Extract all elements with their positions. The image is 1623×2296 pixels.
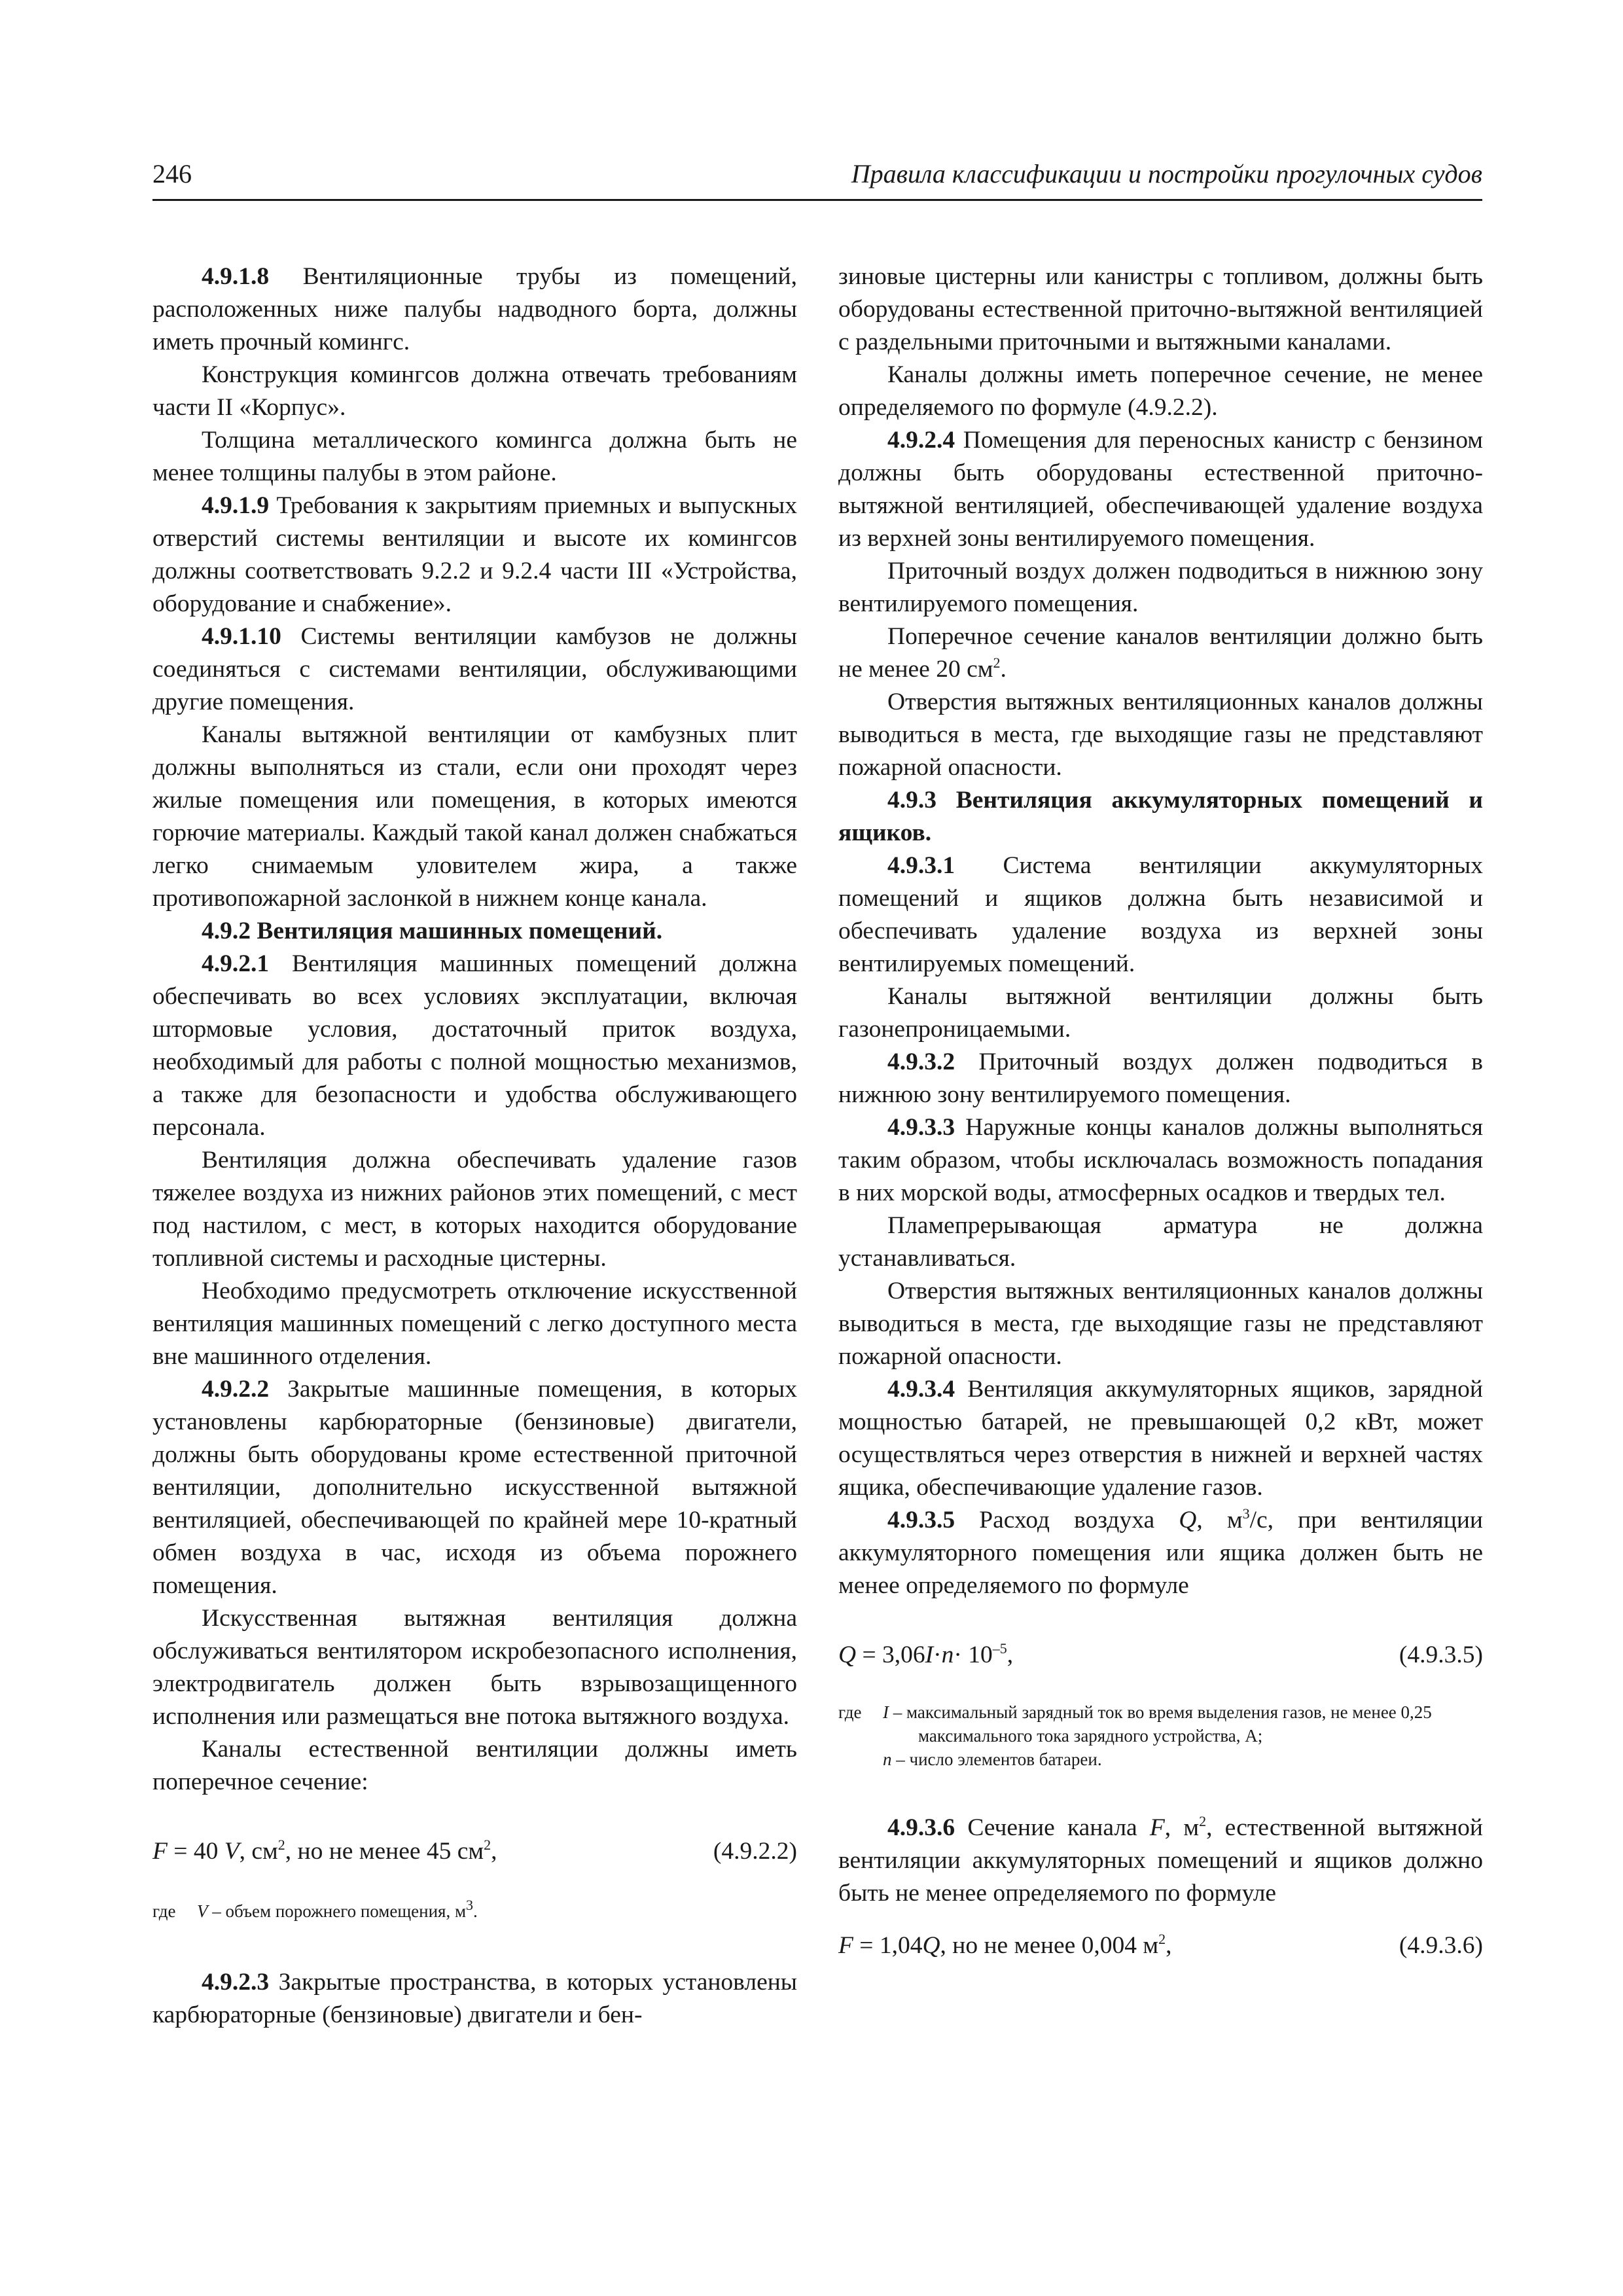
formula-var: Q: [922, 1932, 940, 1959]
page-number: 246: [152, 159, 192, 188]
clause-number: 4.9.3.2: [887, 1049, 955, 1075]
paragraph-text: Поперечное сечение каналов вентиляции должно быть не менее 20 см: [838, 623, 1483, 683]
clause-number: 4.9.3.1: [887, 852, 955, 879]
paragraph-text: Требования к закрытиям приемных и выпускных отверстий системы вентиляции и высоте их комингсов должны соответствовать 9.2.2 и 9.2.4 части III «Устройства, оборудование и снабжение».: [152, 492, 798, 617]
paragraph-text: .: [1000, 656, 1007, 683]
legend-text: .: [473, 1901, 478, 1921]
legend-text: – число элементов батареи.: [891, 1749, 1102, 1769]
clause-number: 4.9.2.2: [202, 1376, 270, 1403]
formula-part: ,: [1007, 1641, 1014, 1668]
paragraph-continuation: зиновые цистерны или канистры с топливом, должны быть оборудованы естественной приточно-вытяжной вентиляцией с раздельными приточными и вытяжными каналами.: [838, 263, 1483, 355]
left-column: [152, 260, 797, 2032]
paragraph-text: Расход воздуха: [979, 1507, 1179, 1534]
section-heading-4-9-2: 4.9.2 Вентиляция машинных помещений.: [202, 918, 663, 944]
clause-number: 4.9.3.3: [887, 1114, 955, 1141]
formula-var: n: [941, 1641, 954, 1668]
paragraph-text: , м: [1164, 1814, 1200, 1841]
paragraph: Отверстия вытяжных вентиляционных каналов должны выводиться в места, где выходящие газы не представляют пожарной опасности.: [838, 689, 1483, 781]
legend-item: [883, 1700, 1483, 1748]
paragraph: Вентиляция должна обеспечивать удаление газов тяжелее воздуха из нижних районов этих помещений, с мест под настилом, с мест, в которых находится оборудование топливной системы и расходные цистерны.: [152, 1147, 797, 1272]
formula-part: ,: [491, 1838, 497, 1865]
formula-part: , но не менее 45 см: [285, 1838, 484, 1865]
formula-var: Q: [1179, 1507, 1197, 1534]
paragraph: Каналы естественной вентиляции должны иметь поперечное сечение:: [152, 1736, 797, 1795]
clause-number: 4.9.1.8: [202, 263, 270, 290]
formula-4-9-3-5: [838, 1639, 1483, 1672]
paragraph: Отверстия вытяжных вентиляционных каналов должны выводиться в места, где выходящие газы не представляют пожарной опасности.: [838, 1278, 1483, 1370]
formula-var: F: [838, 1932, 853, 1959]
superscript: 2: [484, 1836, 491, 1853]
formula-legend: [152, 1899, 797, 1923]
paragraph-text: , естественной вытяжной вентиляции аккумуляторных помещений и ящиков должно быть не менее определяемого по формуле: [838, 1814, 1483, 1907]
paragraph-4-9-1-9: [152, 490, 797, 620]
paragraph-4-9-2-2: [152, 1373, 797, 1602]
formula-part: · 10: [954, 1641, 993, 1668]
superscript: 2: [1158, 1930, 1166, 1947]
paragraph-4-9-1-10: [152, 620, 797, 719]
paragraph-4-9-3-6: [838, 1812, 1483, 1910]
formula-legend: [838, 1700, 1483, 1771]
superscript: 2: [993, 654, 1001, 671]
paragraph-text: Вентиляционные трубы из помещений, расположенных ниже палубы надводного борта, должны иметь прочный комингс.: [152, 263, 798, 355]
clause-number: 4.9.3.6: [887, 1814, 955, 1841]
legend-label: где: [152, 1901, 176, 1921]
paragraph-text: /с, при вентиляции аккумуляторного помещения или ящика должен быть не менее определяемого по формуле: [838, 1507, 1483, 1599]
superscript: –5: [992, 1640, 1007, 1657]
paragraph-4-9-1-8: [152, 260, 797, 359]
formula-var: Q: [838, 1641, 857, 1668]
paragraph: Толщина металлического комингса должна быть не менее толщины палубы в этом районе.: [152, 427, 797, 486]
paragraph: Искусственная вытяжная вентиляция должна обслуживаться вентилятором искробезопасного исполнения, электродвигатель должен быть взрывозащищенного исполнения или размещаться вне потока вытяжного воздуха.: [152, 1605, 797, 1730]
superscript: 3: [466, 1897, 474, 1913]
formula-part: , см: [239, 1838, 278, 1865]
formula-number: (4.9.2.2): [713, 1838, 797, 1865]
paragraph-text: Вентиляция аккумуляторных ящиков, зарядной мощностью батарей, не превышающей 0,2 кВт, может осуществляться через отверстия в нижней и верхней частях ящика, обеспечивающие удаление газов.: [838, 1376, 1483, 1501]
clause-number: 4.9.2.4: [887, 427, 955, 454]
legend-item: [883, 1748, 1483, 1771]
paragraph-text: , м: [1196, 1507, 1243, 1534]
clause-number: 4.9.2.1: [202, 950, 270, 977]
paragraph: Конструкция комингсов должна отвечать требованиям части II «Корпус».: [152, 361, 797, 421]
paragraph-4-9-3-1: [838, 850, 1483, 980]
paragraph-text: Приточный воздух должен подводиться в нижнюю зону вентилируемого помещения.: [838, 1049, 1484, 1108]
formula-var: F: [1149, 1814, 1165, 1841]
paragraph: Каналы вытяжной вентиляции от камбузных плит должны выполняться из стали, если они проходят через жилые помещения или помещения, в которых имеются горючие материалы. Каждый такой канал должен снабжаться легко снимаемым уловителем жира, а также противопожарной заслонкой в нижнем конце канала.: [152, 721, 797, 912]
paragraph-4-9-2-3: [152, 1966, 797, 2032]
superscript: 2: [277, 1836, 285, 1853]
clause-number: 4.9.1.9: [202, 492, 270, 519]
paragraph: Приточный воздух должен подводиться в нижнюю зону вентилируемого помещения.: [838, 558, 1483, 617]
legend-var: n: [883, 1749, 892, 1769]
paragraph-text: Закрытые пространства, в которых установлены карбюраторные (бензиновые) двигатели и бен-: [152, 1969, 797, 2028]
clause-number: 4.9.1.10: [202, 623, 281, 650]
clause-number: 4.9.3.4: [887, 1376, 955, 1403]
paragraph-text: Закрытые машинные помещения, в которых установлены карбюраторные (бензиновые) двигатели, должны быть оборудованы кроме естественной приточной вентиляции, дополнительно искусственной вытяжной вентиляцией, обеспечивающей по крайней мере 10-кратный обмен воздуха в час, исходя из объема порожнего помещения.: [152, 1376, 797, 1599]
formula-part: ·: [933, 1641, 942, 1668]
paragraph-4-9-3-2: [838, 1046, 1483, 1111]
clause-number: 4.9.2.3: [202, 1969, 270, 1996]
header-divider: [152, 199, 1482, 201]
paragraph: Каналы должны иметь поперечное сечение, не менее определяемого по формуле (4.9.2.2).: [838, 361, 1483, 421]
paragraph-text: Сечение канала: [967, 1814, 1150, 1841]
formula-number: (4.9.3.5): [1399, 1641, 1483, 1668]
right-column: [838, 260, 1483, 1962]
superscript: 3: [1242, 1505, 1250, 1522]
formula-var: V: [224, 1838, 240, 1865]
legend-text: – объем порожнего помещения, м: [207, 1901, 467, 1921]
formula-expression: [838, 1639, 1013, 1672]
formula-part: , но не менее 0,004 м: [940, 1932, 1159, 1959]
paragraph: Каналы вытяжной вентиляции должны быть газонепроницаемыми.: [838, 983, 1483, 1043]
formula-expression: [152, 1835, 497, 1868]
paragraph-text: Помещения для переносных канистр с бензином должны быть оборудованы естественной приточно-вытяжной вентиляцией, обеспечивающей удаление воздуха из верхней зоны вентилируемого помещения.: [838, 427, 1484, 552]
formula-part: = 3,06: [856, 1641, 925, 1668]
running-title: Правила классификации и постройки прогулочных судов: [851, 159, 1482, 188]
formula-number: (4.9.3.6): [1399, 1932, 1483, 1959]
superscript: 2: [1199, 1812, 1207, 1829]
formula-expression: [838, 1929, 1172, 1962]
paragraph-4-9-3-4: [838, 1373, 1483, 1504]
paragraph-text: Вентиляция машинных помещений должна обеспечивать во всех условиях эксплуатации, включая штормовые условия, достаточный приток воздуха, необходимый для работы с полной мощностью механизмов, а также для безопасности и удобства обслуживающего персонала.: [152, 950, 797, 1141]
formula-var: F: [152, 1838, 168, 1865]
formula-part: = 40: [167, 1838, 224, 1865]
paragraph: [838, 620, 1483, 686]
formula-4-9-3-6: [838, 1929, 1483, 1962]
paragraph-4-9-3-3: [838, 1111, 1483, 1210]
paragraph-4-9-2-4: [838, 424, 1483, 555]
formula-part: = 1,04: [853, 1932, 923, 1959]
formula-4-9-2-2: [152, 1835, 797, 1868]
paragraph-4-9-3-5: [838, 1504, 1483, 1602]
legend-var: I: [883, 1702, 889, 1722]
paragraph-text: Системы вентиляции камбузов не должны соединяться с системами вентиляции, обслуживающими другие помещения.: [152, 623, 797, 715]
legend-label: где: [838, 1702, 862, 1722]
legend-var: V: [197, 1901, 208, 1921]
paragraph-text: Система вентиляции аккумуляторных помещений и ящиков должна быть независимой и обеспечивать удаление воздуха из верхней зоны вентилируемых помещений.: [838, 852, 1483, 977]
clause-number: 4.9.3.5: [887, 1507, 955, 1534]
section-heading-4-9-3: 4.9.3 Вентиляция аккумуляторных помещений и ящиков.: [838, 787, 1483, 846]
formula-part: ,: [1166, 1932, 1172, 1959]
formula-var: I: [925, 1641, 934, 1668]
paragraph-text: Наружные концы каналов должны выполняться таким образом, чтобы исключалась возможность попадания в них морской воды, атмосферных осадков и твердых тел.: [838, 1114, 1483, 1206]
legend-text: – максимальный зарядный ток во время выделения газов, не менее 0,25 максимального тока зарядного устройства, А;: [889, 1702, 1432, 1746]
paragraph: Пламепрерывающая арматура не должна устанавливаться.: [838, 1212, 1483, 1272]
paragraph: Необходимо предусмотреть отключение искусственной вентиляция машинных помещений с легко доступного места вне машинного отделения.: [152, 1278, 797, 1370]
page-header: [152, 154, 1482, 194]
paragraph-4-9-2-1: [152, 948, 797, 1144]
